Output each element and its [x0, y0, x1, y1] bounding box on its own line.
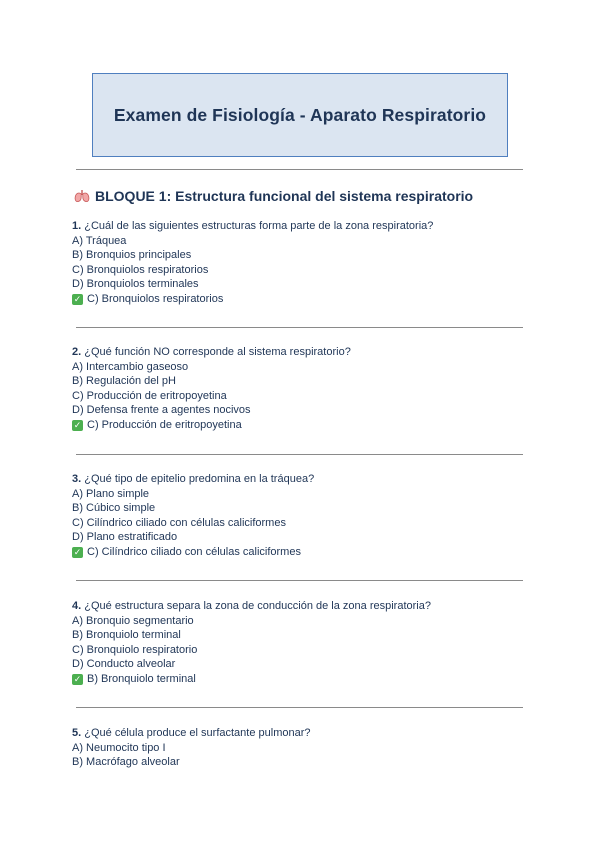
- divider: [76, 580, 523, 581]
- question-number: 3.: [72, 473, 82, 485]
- option-a: A) Plano simple: [72, 487, 150, 500]
- block-heading-text: BLOQUE 1: Estructura funcional del sistema respiratorio: [95, 188, 474, 204]
- option-b: B) Bronquios principales: [72, 249, 192, 262]
- question-text: [72, 472, 532, 487]
- correct-answer: [72, 292, 532, 307]
- option-b: B) Cúbico simple: [72, 502, 156, 515]
- option-a: A) Neumocito tipo I: [72, 741, 166, 754]
- question-4: [72, 599, 532, 687]
- question-5: [72, 726, 532, 770]
- option-b: B) Regulación del pH: [72, 375, 176, 388]
- question-prompt: ¿Qué estructura separa la zona de conducción de la zona respiratoria?: [84, 600, 431, 612]
- question-1: [72, 219, 532, 307]
- option-c: C) Producción de eritropoyetina: [72, 389, 227, 402]
- question-prompt: ¿Cuál de las siguientes estructuras forma parte de la zona respiratoria?: [84, 220, 434, 232]
- question-number: 5.: [72, 727, 82, 739]
- question-3: [72, 472, 532, 560]
- option-a: A) Bronquio segmentario: [72, 614, 194, 627]
- lungs-icon: [74, 189, 90, 203]
- option-d: D) Plano estratificado: [72, 531, 178, 544]
- option-b: B) Bronquiolo terminal: [72, 629, 181, 642]
- question-text: [72, 726, 532, 741]
- title-box: [92, 73, 508, 157]
- correct-answer: [72, 545, 532, 560]
- correct-answer: [72, 672, 532, 687]
- question-text: [72, 599, 532, 614]
- question-2: [72, 345, 532, 433]
- option-c: C) Cilíndrico ciliado con células caliciformes: [72, 516, 286, 529]
- option-d: D) Bronquiolos terminales: [72, 278, 199, 291]
- option-b: B) Macrófago alveolar: [72, 756, 180, 769]
- question-prompt: ¿Qué tipo de epitelio predomina en la tráquea?: [84, 473, 315, 485]
- option-d: D) Defensa frente a agentes nocivos: [72, 404, 251, 417]
- divider: [76, 454, 523, 455]
- correct-answer: [72, 418, 532, 433]
- option-d: D) Conducto alveolar: [72, 658, 176, 671]
- question-number: 4.: [72, 600, 82, 612]
- divider: [76, 327, 523, 328]
- check-icon: ✓: [73, 673, 82, 684]
- option-c: C) Bronquiolo respiratorio: [72, 643, 198, 656]
- option-c: C) Bronquiolos respiratorios: [72, 263, 209, 276]
- option-a: A) Intercambio gaseoso: [72, 360, 189, 373]
- question-number: 2.: [72, 346, 82, 358]
- question-prompt: ¿Qué célula produce el surfactante pulmonar?: [84, 727, 311, 739]
- question-prompt: ¿Qué función NO corresponde al sistema respiratorio?: [84, 346, 351, 358]
- question-text: [72, 219, 532, 234]
- answer-text: B) Bronquiolo terminal: [87, 672, 196, 685]
- answer-text: C) Producción de eritropoyetina: [87, 418, 242, 431]
- divider: [76, 169, 523, 170]
- question-number: 1.: [72, 220, 82, 232]
- divider: [76, 707, 523, 708]
- block-heading: [74, 188, 473, 204]
- check-icon: ✓: [73, 293, 82, 304]
- answer-text: C) Bronquiolos respiratorios: [87, 292, 224, 305]
- page-title: Examen de Fisiología - Aparato Respiratorio: [113, 104, 487, 125]
- answer-text: C) Cilíndrico ciliado con células caliciformes: [87, 545, 301, 558]
- check-icon: ✓: [73, 546, 82, 557]
- check-icon: ✓: [73, 419, 82, 430]
- option-a: A) Tráquea: [72, 234, 127, 247]
- question-text: [72, 345, 532, 360]
